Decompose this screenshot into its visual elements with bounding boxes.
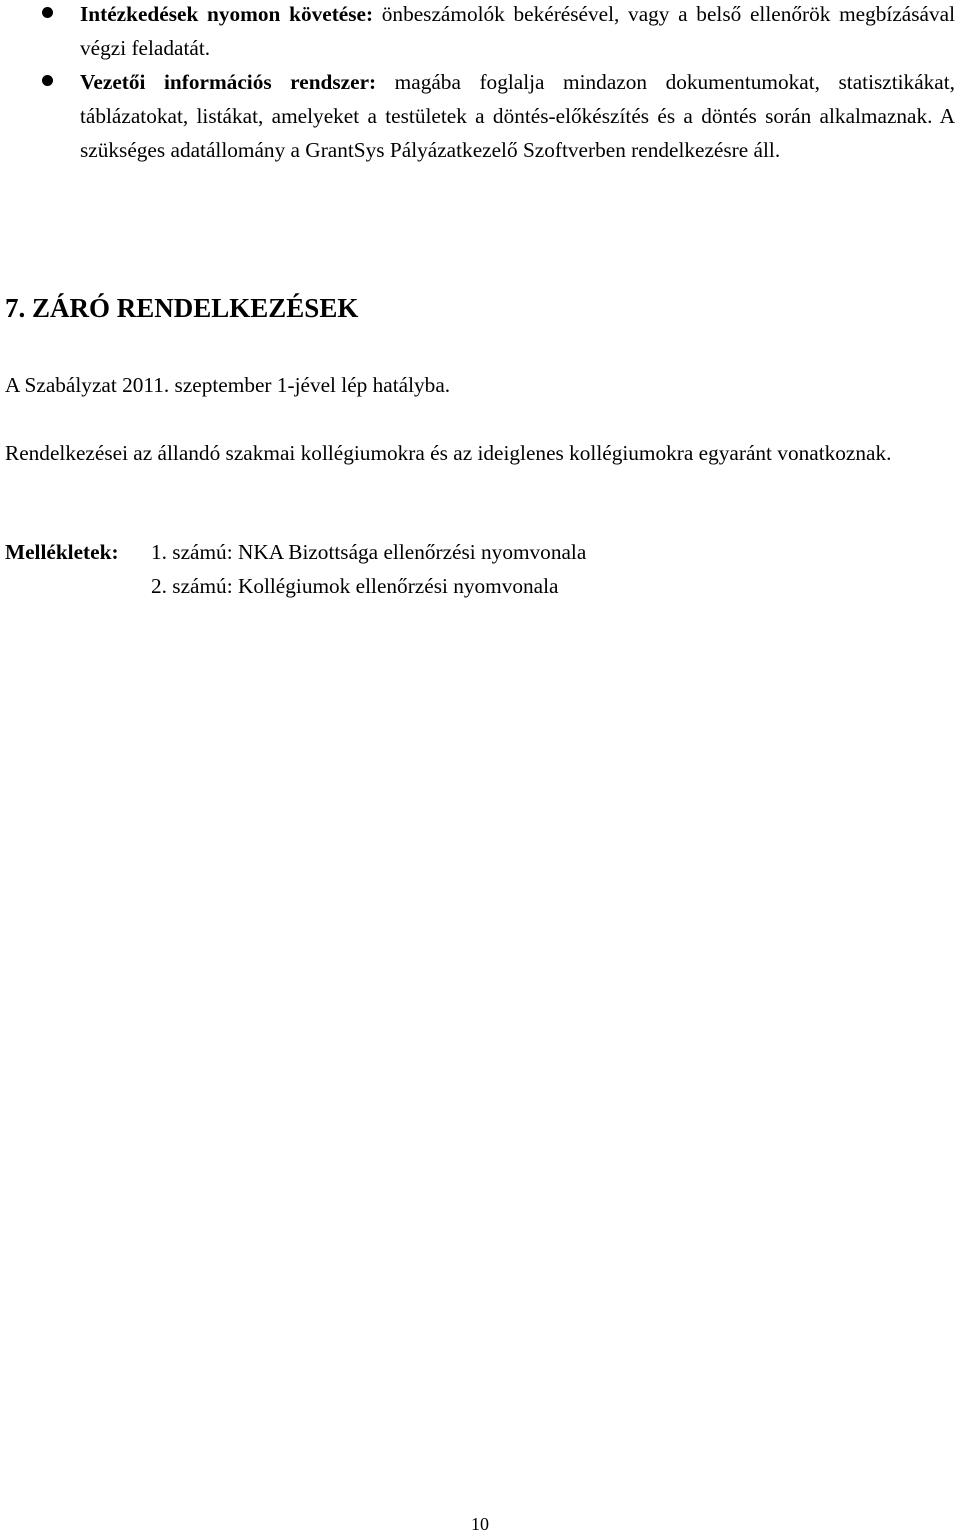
attachments-label: Mellékletek: bbox=[5, 540, 119, 564]
effective-date-paragraph: A Szabályzat 2011. szeptember 1-jével lép hatályba. bbox=[5, 373, 451, 397]
bullet-item-tracking bbox=[0, 0, 960, 65]
bullet-icon bbox=[42, 75, 53, 86]
bullet-body: magába foglalja mindazon dokumentumokat, statisztikákat, táblázatokat, listákat, amelyeket a testületek a döntés-előkészítés és a döntés során alkalmaznak. A szükséges adatállomány a GrantSys Pályázatkezelő Szoftverben rendelkezésre áll. bbox=[80, 70, 956, 162]
attachment-item: 2. számú: Kollégiumok ellenőrzési nyomvonala bbox=[151, 574, 559, 598]
bullet-text bbox=[80, 65, 955, 167]
bullet-body: önbeszámolók bekérésével, vagy a belső ellenőrök megbízásával végzi feladatát. bbox=[80, 2, 955, 60]
bullet-icon bbox=[42, 7, 53, 18]
bullet-term: Vezetői információs rendszer: bbox=[80, 70, 377, 94]
bullet-term: Intézkedések nyomon követése: bbox=[80, 2, 374, 26]
scope-paragraph: Rendelkezései az állandó szakmai kollégiumokra és az ideiglenes kollégiumokra egyaránt vonatkoznak. bbox=[5, 441, 892, 465]
bullet-text bbox=[80, 0, 955, 65]
attachment-item: 1. számú: NKA Bizottsága ellenőrzési nyomvonala bbox=[151, 540, 587, 564]
page-number: 10 bbox=[471, 1514, 489, 1534]
bullet-list bbox=[0, 0, 960, 167]
bullet-item-information-system bbox=[0, 65, 960, 167]
section-heading: 7. ZÁRÓ RENDELKEZÉSEK bbox=[5, 293, 359, 323]
